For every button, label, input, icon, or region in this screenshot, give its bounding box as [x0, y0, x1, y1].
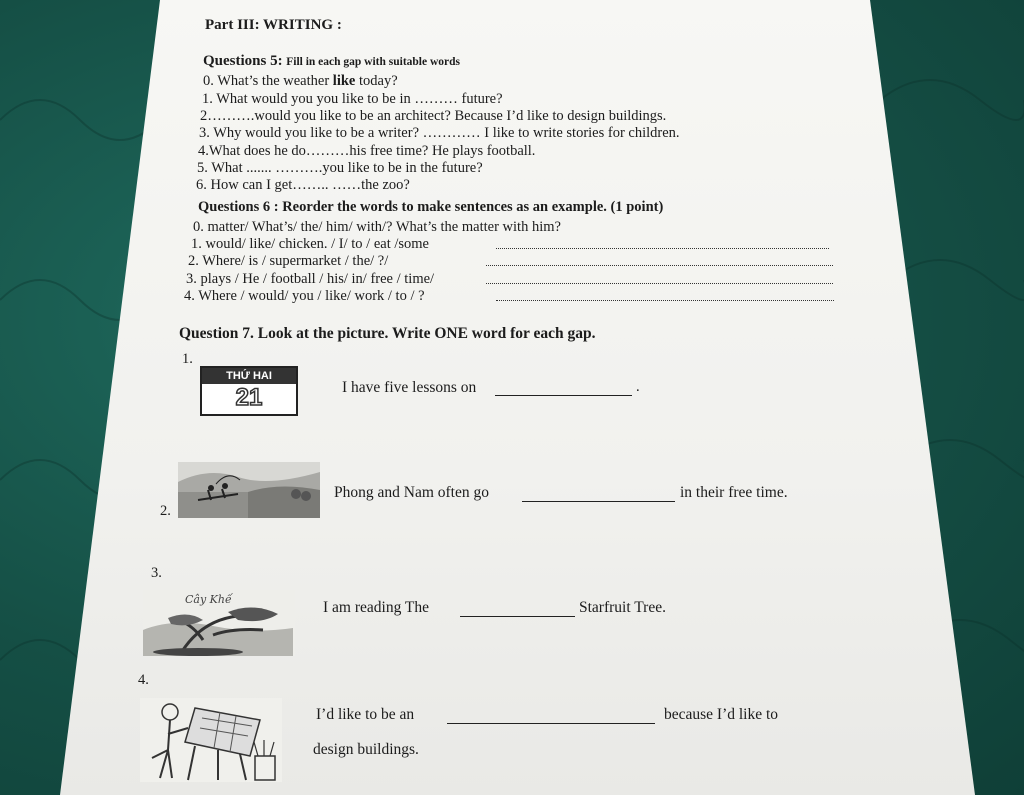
fishing-picture — [178, 462, 320, 518]
q6-item-1: 1. would/ like/ chicken. / I/ to / eat /some — [191, 236, 429, 252]
q5-item-4: 4.What does he do………his free time? He plays football. — [198, 143, 536, 159]
q6-answer-line-2[interactable] — [486, 265, 833, 266]
q5-title: Questions 5: Fill in each gap with suitable words — [203, 53, 461, 69]
q7-item-4-end: because I’d like to — [664, 706, 779, 723]
q5-item-3: 3. Why would you like to be a writer? ………… I like to write stories for children. — [199, 125, 680, 141]
q5-item-2: 2……….would you like to be an architect? Because I’d like to design buildings. — [200, 108, 667, 124]
q7-number-3: 3. — [151, 565, 162, 581]
q7-item-1-end: . — [636, 379, 640, 395]
q6-title: Questions 6 : Reorder the words to make sentences as an example. (1 point) — [198, 199, 664, 215]
q6-item-2: 2. Where/ is / supermarket / the/ ?/ — [188, 253, 389, 269]
q7-item-2-text: Phong and Nam often go — [334, 484, 489, 501]
q7-item-4-line2: design buildings. — [313, 741, 419, 758]
q7-item-2-end: in their free time. — [680, 484, 788, 501]
calendar-icon: THỨ HAI 21 — [200, 366, 298, 416]
q7-number-4: 4. — [138, 672, 149, 688]
q7-item-3-end: Starfruit Tree. — [579, 599, 666, 616]
q5-item-0: 0. What’s the weather like today? — [203, 73, 398, 89]
svg-text:Cây Khế: Cây Khế — [185, 593, 232, 606]
q7-title: Question 7. Look at the picture. Write ONE word for each gap. — [179, 325, 596, 342]
q7-answer-line-2[interactable] — [522, 501, 675, 502]
q5-item-1: 1. What would you you like to be in ……… future? — [202, 91, 503, 107]
q7-item-3-text: I am reading The — [323, 599, 430, 616]
starfruit-tree-picture — [143, 590, 295, 656]
q6-example: 0. matter/ What’s/ the/ him/ with/? What’s the matter with him? — [193, 219, 561, 235]
q6-answer-line-4[interactable] — [496, 300, 834, 301]
q7-number-2: 2. — [160, 503, 171, 519]
q5-item-6: 6. How can I get…….. ……the zoo? — [196, 177, 410, 193]
q7-answer-line-1[interactable] — [495, 395, 632, 396]
part-title: Part III: WRITING : — [205, 17, 342, 33]
q6-answer-line-3[interactable] — [486, 283, 833, 284]
q7-answer-line-3[interactable] — [460, 616, 575, 617]
q7-item-1-text: I have five lessons on — [342, 379, 477, 396]
architect-picture — [140, 698, 282, 782]
q5-item-5: 5. What ....... ……….you like to be in the future? — [197, 160, 483, 176]
q7-answer-line-4[interactable] — [447, 723, 655, 724]
q7-item-4-text: I’d like to be an — [316, 706, 415, 723]
q7-number-1: 1. — [182, 351, 193, 367]
q6-item-3: 3. plays / He / football / his/ in/ free / time/ — [186, 271, 435, 287]
q6-item-4: 4. Where / would/ you / like/ work / to / ? — [184, 288, 425, 304]
q6-answer-line-1[interactable] — [496, 248, 829, 249]
